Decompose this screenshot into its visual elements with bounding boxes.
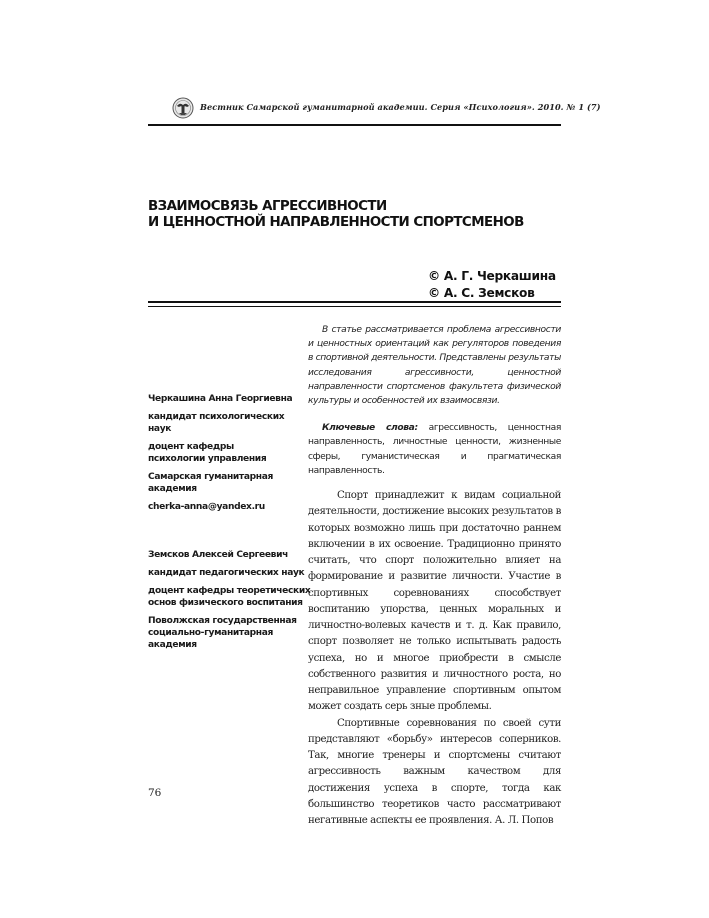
author-organization-line: академия — [148, 640, 197, 650]
author-degree — [148, 411, 300, 435]
double-rule-bottom — [148, 306, 561, 307]
keywords — [308, 421, 561, 478]
academy-emblem-icon — [172, 97, 194, 119]
author-organization-line: Самарская гуманитарная — [148, 472, 273, 482]
author-organization-line: социально-гуманитарная — [148, 628, 273, 638]
article-title-line-1: ВЗАИМОСВЯЗЬ АГРЕССИВНОСТИ — [148, 199, 387, 214]
author-organization-line: академия — [148, 484, 197, 494]
header-rule — [148, 124, 561, 126]
body-paragraph: Спортивные соревнования по своей сути представляют «борьбу» интересов соперников. Так, многие тренеры и спортсмены считают агрессивность важным качеством для достижения успеха в спорте, тогда как большинство теоретиков часто рассматривают негативные аспекты ее проявления. А. Л. Попов — [308, 717, 561, 827]
double-rule-top — [148, 301, 561, 303]
author-organization — [148, 471, 300, 495]
keywords-label: Ключевые слова: — [322, 423, 418, 434]
keywords-text: агрессивность, ценностная направленность, личностные ценности, жизненные сферы, гуманистическая и прагматическая направленность. — [308, 423, 561, 476]
article-title-line-2: И ЦЕННОСТНОЙ НАПРАВЛЕННОСТИ СПОРТСМЕНОВ — [148, 215, 524, 230]
author-name: Черкашина Анна Георгиевна — [148, 394, 293, 404]
author-email[interactable]: cherka-anna@yandex.ru — [148, 502, 265, 512]
author-degree: кандидат педагогических наук — [148, 568, 305, 578]
author-copyright: © А. С. Земсков — [428, 285, 535, 300]
author-separator — [148, 519, 300, 549]
abstract-text: В статье рассматривается проблема агрессивности и ценностных ориентаций как регуляторов поведения в спортивной деятельности. Представлены результаты исследования агрессивности, ценностной направленности спортсменов факультета физической культуры и особенностей их взаимосвязи. — [308, 325, 561, 407]
author-degree-line: наук — [148, 424, 172, 434]
page-number: 76 — [148, 787, 162, 799]
author-copyright-list — [428, 268, 556, 301]
main-column — [308, 323, 561, 829]
author-organization — [148, 615, 300, 651]
author-position — [148, 441, 300, 465]
author-position-line: основ физического воспитания — [148, 598, 303, 608]
author-info-column — [148, 393, 311, 657]
author-position-line: доцент кафедры теоретических — [148, 586, 311, 596]
running-header-title: Вестник Самарской гуманитарной академии. Серия «Психология». 2010. № 1 (7) — [200, 102, 601, 112]
author-position-line: психологии управления — [148, 454, 267, 464]
author-copyright: © А. Г. Черкашина — [428, 269, 556, 283]
author-position — [148, 585, 311, 609]
abstract — [308, 323, 561, 408]
article-body — [308, 488, 561, 829]
author-degree-line: кандидат психологических — [148, 412, 285, 422]
author-name: Земсков Алексей Сергеевич — [148, 550, 288, 560]
author-organization-line: Поволжская государственная — [148, 616, 297, 626]
author-position-line: доцент кафедры — [148, 442, 234, 452]
body-paragraph: Спорт принадлежит к видам социальной деятельности, достижение высоких результатов в которых возможно лишь при достаточно раннем включении в их освоение. Традиционно принято считать, что спорт положительно влияет на формирование и развитие личности. Участие в спортивных соревнованиях способствует воспитанию упорства, ценных моральных и личностно-волевых качеств и т. д. Как правило, спорт позволяет не только испытывать радость успеха, но и многое приобрести в смысле собственного развития и личностного роста, но неправильное управление спортивным опытом может создать серь зные проблемы. — [308, 490, 561, 713]
article-title — [148, 199, 524, 231]
